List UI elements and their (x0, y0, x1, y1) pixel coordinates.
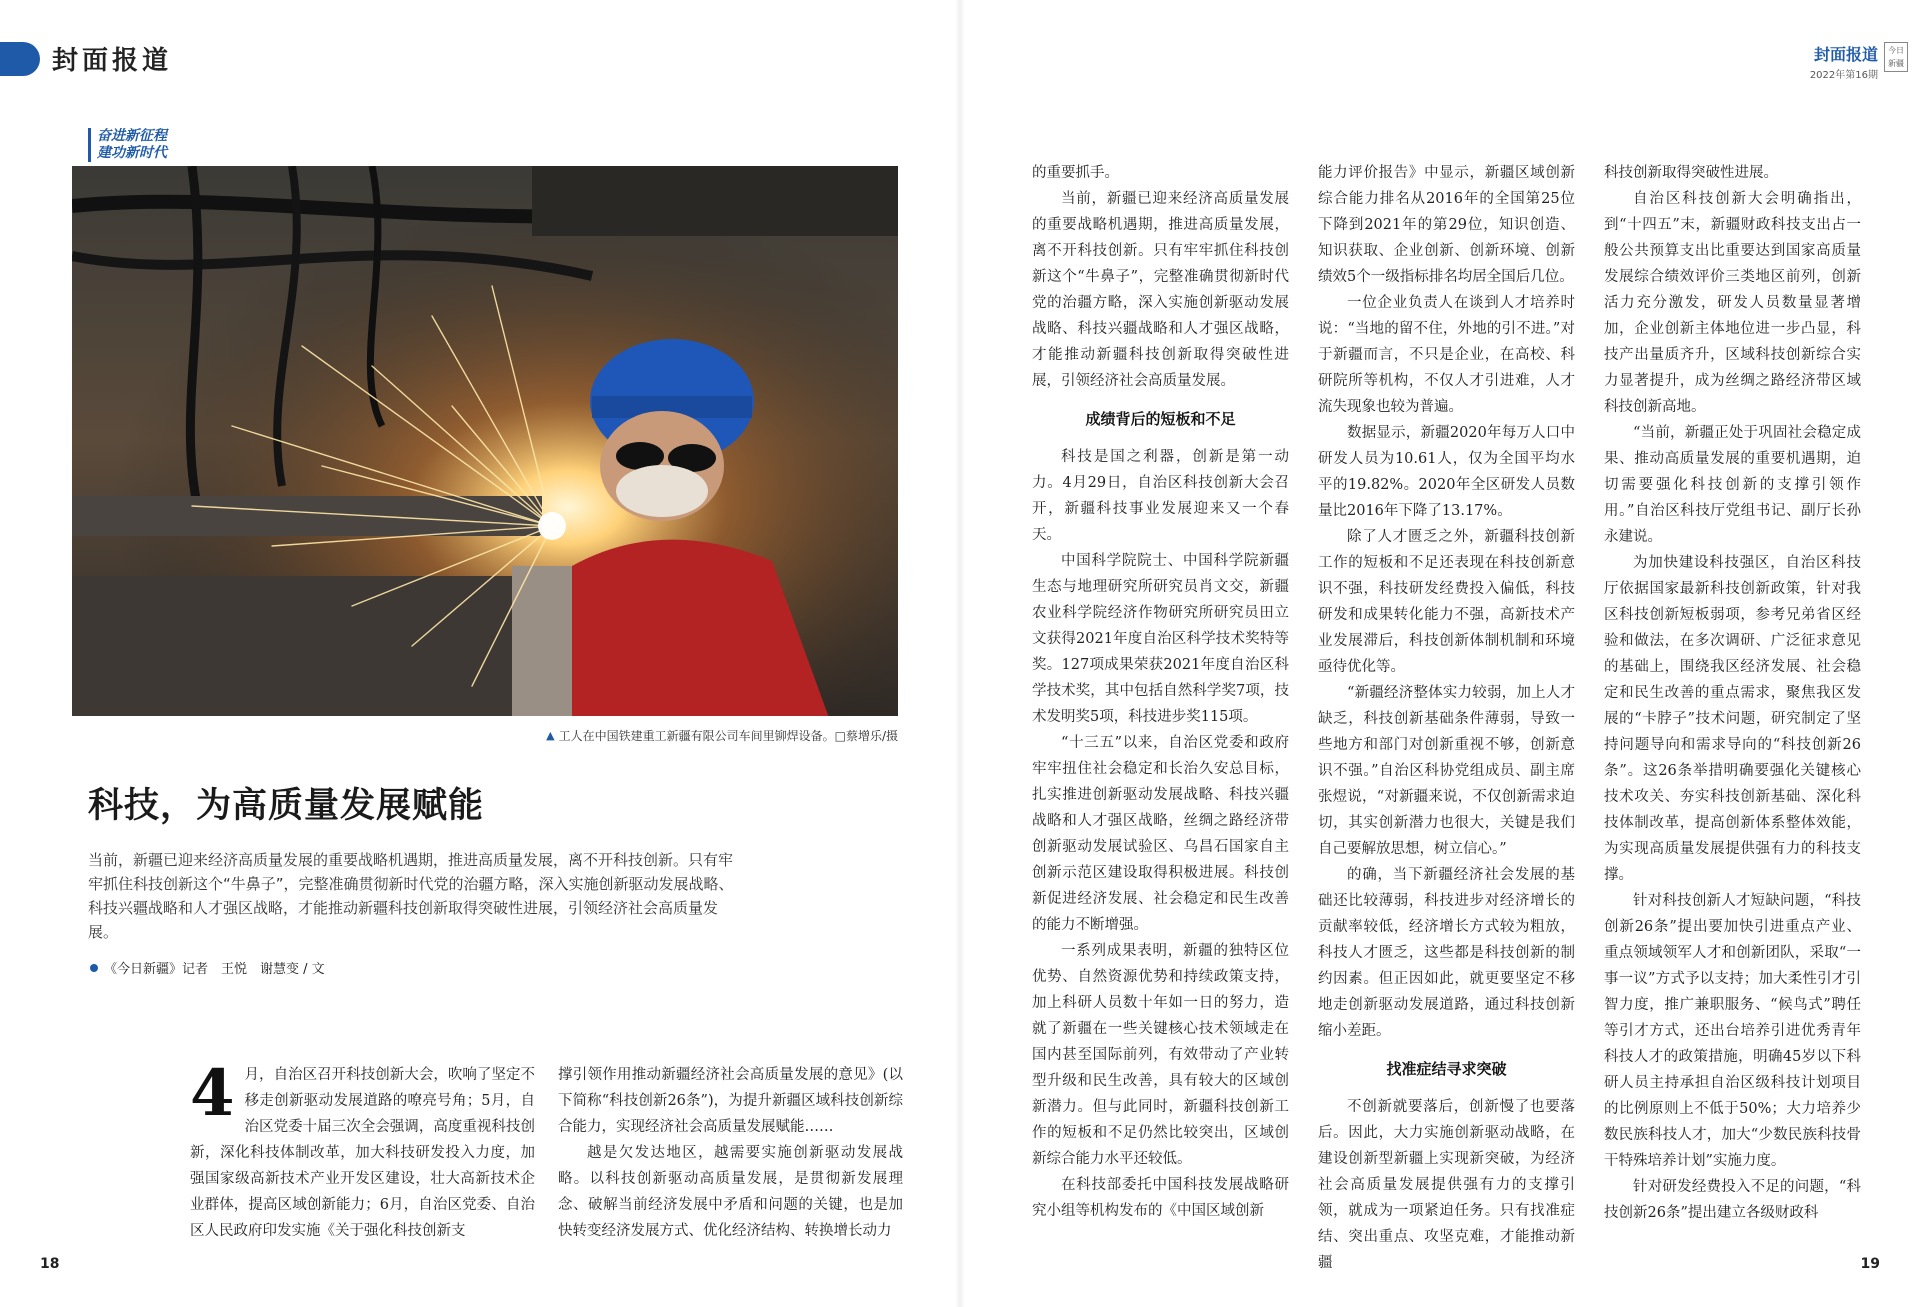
body-column-5 (1604, 160, 1861, 1226)
page-number-right: 19 (1860, 1256, 1880, 1272)
article-lead: 当前，新疆已迎来经济高质量发展的重要战略机遇期，推进高质量发展，离不开科技创新。只有牢牢抓住科技创新这个“牛鼻子”，完整准确贯彻新时代党的治疆方略，深入实施创新驱动发展战略、科技兴疆战略和人才强区战略，才能推动新疆科技创新取得突破性进展，引领经济社会高质量发展。 (88, 851, 734, 941)
paragraph: 越是欠发达地区，越需要实施创新驱动发展战略。以科技创新驱动高质量发展，是贯彻新发展理念、破解当前经济发展中矛盾和问题的关键，也是加快转变经济发展方式、优化经济结构、转换增长动力 (558, 1145, 903, 1239)
paragraph: 能力评价报告》中显示，新疆区域创新综合能力排名从2016年的全国第25位下降到2021年的第29位，知识创造、知识获取、企业创新、创新环境、创新绩效5个一级指标排名均居全国后几位。 (1318, 165, 1575, 285)
photo-caption (546, 727, 898, 744)
paragraph: 4 月，自治区召开科技创新大会，吹响了坚定不移走创新驱动发展道路的嘹亮号角；5月，自治区党委十届三次全会强调，高度重视科技创新，深化科技体制改革，加大科技研发投入力度，加强国家级高新技术产业开发区建设，壮大高新技术企业群体，提高区域创新能力；6月，自治区党委、自治区人民政府印发实施《关于强化科技创新支 (190, 1056, 535, 1239)
slogan-line-2: 建功新时代 (97, 145, 167, 161)
paragraph: 在科技部委托中国科技发展战略研究小组等机构发布的《中国区域创新 (1032, 1177, 1289, 1219)
paragraph: 撑引领作用推动新疆经济社会高质量发展的意见》(以下简称“科技创新26条”)，为提升新疆区域科技创新综合能力，实现经济社会高质量发展赋能…… (558, 1067, 903, 1135)
byline-text: 《今日新疆》记者 王悦 谢慧变 / 文 (104, 962, 325, 977)
slogan (88, 128, 167, 162)
slogan-line-1: 奋进新征程 (97, 128, 167, 144)
section-tab-marker (0, 42, 40, 76)
paragraph: 当前，新疆已迎来经济高质量发展的重要战略机遇期，推进高质量发展，离不开科技创新。只有牢牢抓住科技创新这个“牛鼻子”，完整准确贯彻新时代党的治疆方略，深入实施创新驱动发展战略、科技兴疆战略和人才强区战略，才能推动新疆科技创新取得突破性进展，引领经济社会高质量发展。 (1032, 191, 1289, 389)
subheading: 成绩背后的短板和不足 (1085, 410, 1236, 428)
body-column-4 (1318, 160, 1575, 1276)
photo-caption-text: 工人在中国铁建重工新疆有限公司车间里铆焊设备。□蔡增乐/摄 (558, 729, 898, 743)
paragraph: 不创新就要落后，创新慢了也要落后。因此，大力实施创新驱动战略，在建设创新型新疆上实现新突破，为经济社会高质量发展提供强有力的支撑引领，就成为一项紧迫任务。只有找准症结、突出重点、攻坚克难，才能推动新疆 (1318, 1099, 1575, 1271)
paragraph: 一位企业负责人在谈到人才培养时说：“当地的留不住，外地的引不进。”对于新疆而言，不只是企业，在高校、科研院所等机构，不仅人才引进难，人才流失现象也较为普遍。 (1318, 295, 1575, 415)
section-title: 封面报道 (52, 46, 173, 76)
paragraph: 的确，当下新疆经济社会发展的基础还比较薄弱，科技进步对经济增长的贡献率较低，经济增长方式较为粗放，科技人才匮乏，这些都是科技创新的制约因素。但正因如此，就更要坚定不移地走创新驱动发展道路，通过科技创新缩小差距。 (1318, 867, 1575, 1039)
running-header (1810, 42, 1908, 81)
issue-number: 2022年第16期 (1809, 70, 1878, 81)
drop-cap: 4 (190, 1056, 235, 1131)
article-headline: 科技，为高质量发展赋能 (88, 786, 485, 826)
paragraph: 的重要抓手。 (1032, 165, 1119, 181)
paragraph: 科技是国之利器，创新是第一动力。4月29日，自治区科技创新大会召开，新疆科技事业发展迎来又一个春天。 (1032, 449, 1289, 543)
paragraph: 除了人才匮乏之外，新疆科技创新工作的短板和不足还表现在科技创新意识不强，科技研发经费投入偏低，科技研发和成果转化能力不强，高新技术产业发展滞后，科技创新体制机制和环境亟待优化等。 (1318, 529, 1575, 675)
triangle-icon: ▲ (546, 729, 555, 742)
welding-photo (72, 166, 898, 716)
page-number-left: 18 (40, 1256, 60, 1272)
paragraph: “新疆经济整体实力较弱，加上人才缺乏，科技创新基础条件薄弱，导致一些地方和部门对创新重视不够，创新意识不强。”自治区科协党组成员、副主席张煜说，“对新疆来说，不仅创新需求迫切，其实创新潜力也很大，关键是我们自己要解放思想，树立信心。” (1318, 685, 1575, 857)
magazine-logo: 今日新疆 (1884, 42, 1908, 72)
paragraph: 一系列成果表明，新疆的独特区位优势、自然资源优势和持续政策支持，加上科研人员数十年如一日的努力，造就了新疆在一些关键核心技术领域走在国内甚至国际前列，有效带动了产业转型升级和民生改善，具有较大的区域创新潜力。但与此同时，新疆科技创新工作的短板和不足仍然比较突出，区域创新综合能力水平还较低。 (1032, 943, 1289, 1167)
body-column-2 (558, 1062, 903, 1244)
body-column-3 (1032, 160, 1289, 1224)
paragraph: 科技创新取得突破性进展。 (1604, 165, 1778, 181)
subheading: 找准症结寻求突破 (1386, 1060, 1507, 1078)
paragraph: “当前，新疆正处于巩固社会稳定成果、推动高质量发展的重要机遇期，迫切需要强化科技创新的支撑引领作用。”自治区科技厅党组书记、副厅长孙永建说。 (1604, 425, 1861, 545)
body-column-1 (190, 1056, 535, 1244)
paragraph: 自治区科技创新大会明确指出，到“十四五”末，新疆财政科技支出占一般公共预算支出比重要达到国家高质量发展综合绩效评价三类地区前列，创新活力充分激发，研发人员数量显著增加，企业创新主体地位进一步凸显，科技产出量质齐升，区域科技创新综合实力显著提升，成为丝绸之路经济带区域科技创新高地。 (1604, 191, 1861, 415)
byline (90, 958, 325, 977)
bullet-dot-icon (90, 964, 98, 972)
running-header-title: 封面报道 (1813, 45, 1878, 64)
paragraph: 数据显示，新疆2020年每万人口中研发人员为10.61人，仅为全国平均水平的19.82%。2020年全区研发人员数量比2016年下降了13.17%。 (1318, 425, 1575, 519)
paragraph: 针对科技创新人才短缺问题，“科技创新26条”提出要加快引进重点产业、重点领域领军人才和创新团队，采取“一事一议”方式予以支持；加大柔性引才引智力度，推广兼职服务、“候鸟式”聘任等引才方式，还出台培养引进优秀青年科技人才的政策措施，明确45岁以下科研人员主持承担自治区级科技计划项目的比例原则上不低于50%；大力培养少数民族科技人才，加大“少数民族科技骨干特殊培养计划”实施力度。 (1604, 893, 1861, 1169)
paragraph: 针对研发经费投入不足的问题，“科技创新26条”提出建立各级财政科 (1604, 1179, 1861, 1221)
paragraph: “十三五”以来，自治区党委和政府牢牢扭住社会稳定和长治久安总目标，扎实推进创新驱动发展战略、科技兴疆战略和人才强区战略，丝绸之路经济带创新驱动发展试验区、乌昌石国家自主创新示范区建设取得积极进展。科技创新促进经济发展、社会稳定和民生改善的能力不断增强。 (1032, 735, 1289, 933)
paragraph: 为加快建设科技强区，自治区科技厅依据国家最新科技创新政策，针对我区科技创新短板弱项，参考兄弟省区经验和做法，在多次调研、广泛征求意见的基础上，围绕我区经济发展、社会稳定和民生改善的重点需求，聚焦我区发展的“卡脖子”技术问题，研究制定了坚持问题导向和需求导向的“科技创新26条”。这26条举措明确要强化关键核心技术攻关、夯实科技创新基础、深化科技体制改革，提高创新体系整体效能，为实现高质量发展提供强有力的科技支撑。 (1604, 555, 1861, 883)
paragraph: 中国科学院院士、中国科学院新疆生态与地理研究所研究员肖文交，新疆农业科学院经济作物研究所研究员田立文获得2021年度自治区科学技术奖特等奖。127项成果荣获2021年度自治区科学技术奖，其中包括自然科学奖7项，技术发明奖5项，科技进步奖115项。 (1032, 553, 1289, 725)
